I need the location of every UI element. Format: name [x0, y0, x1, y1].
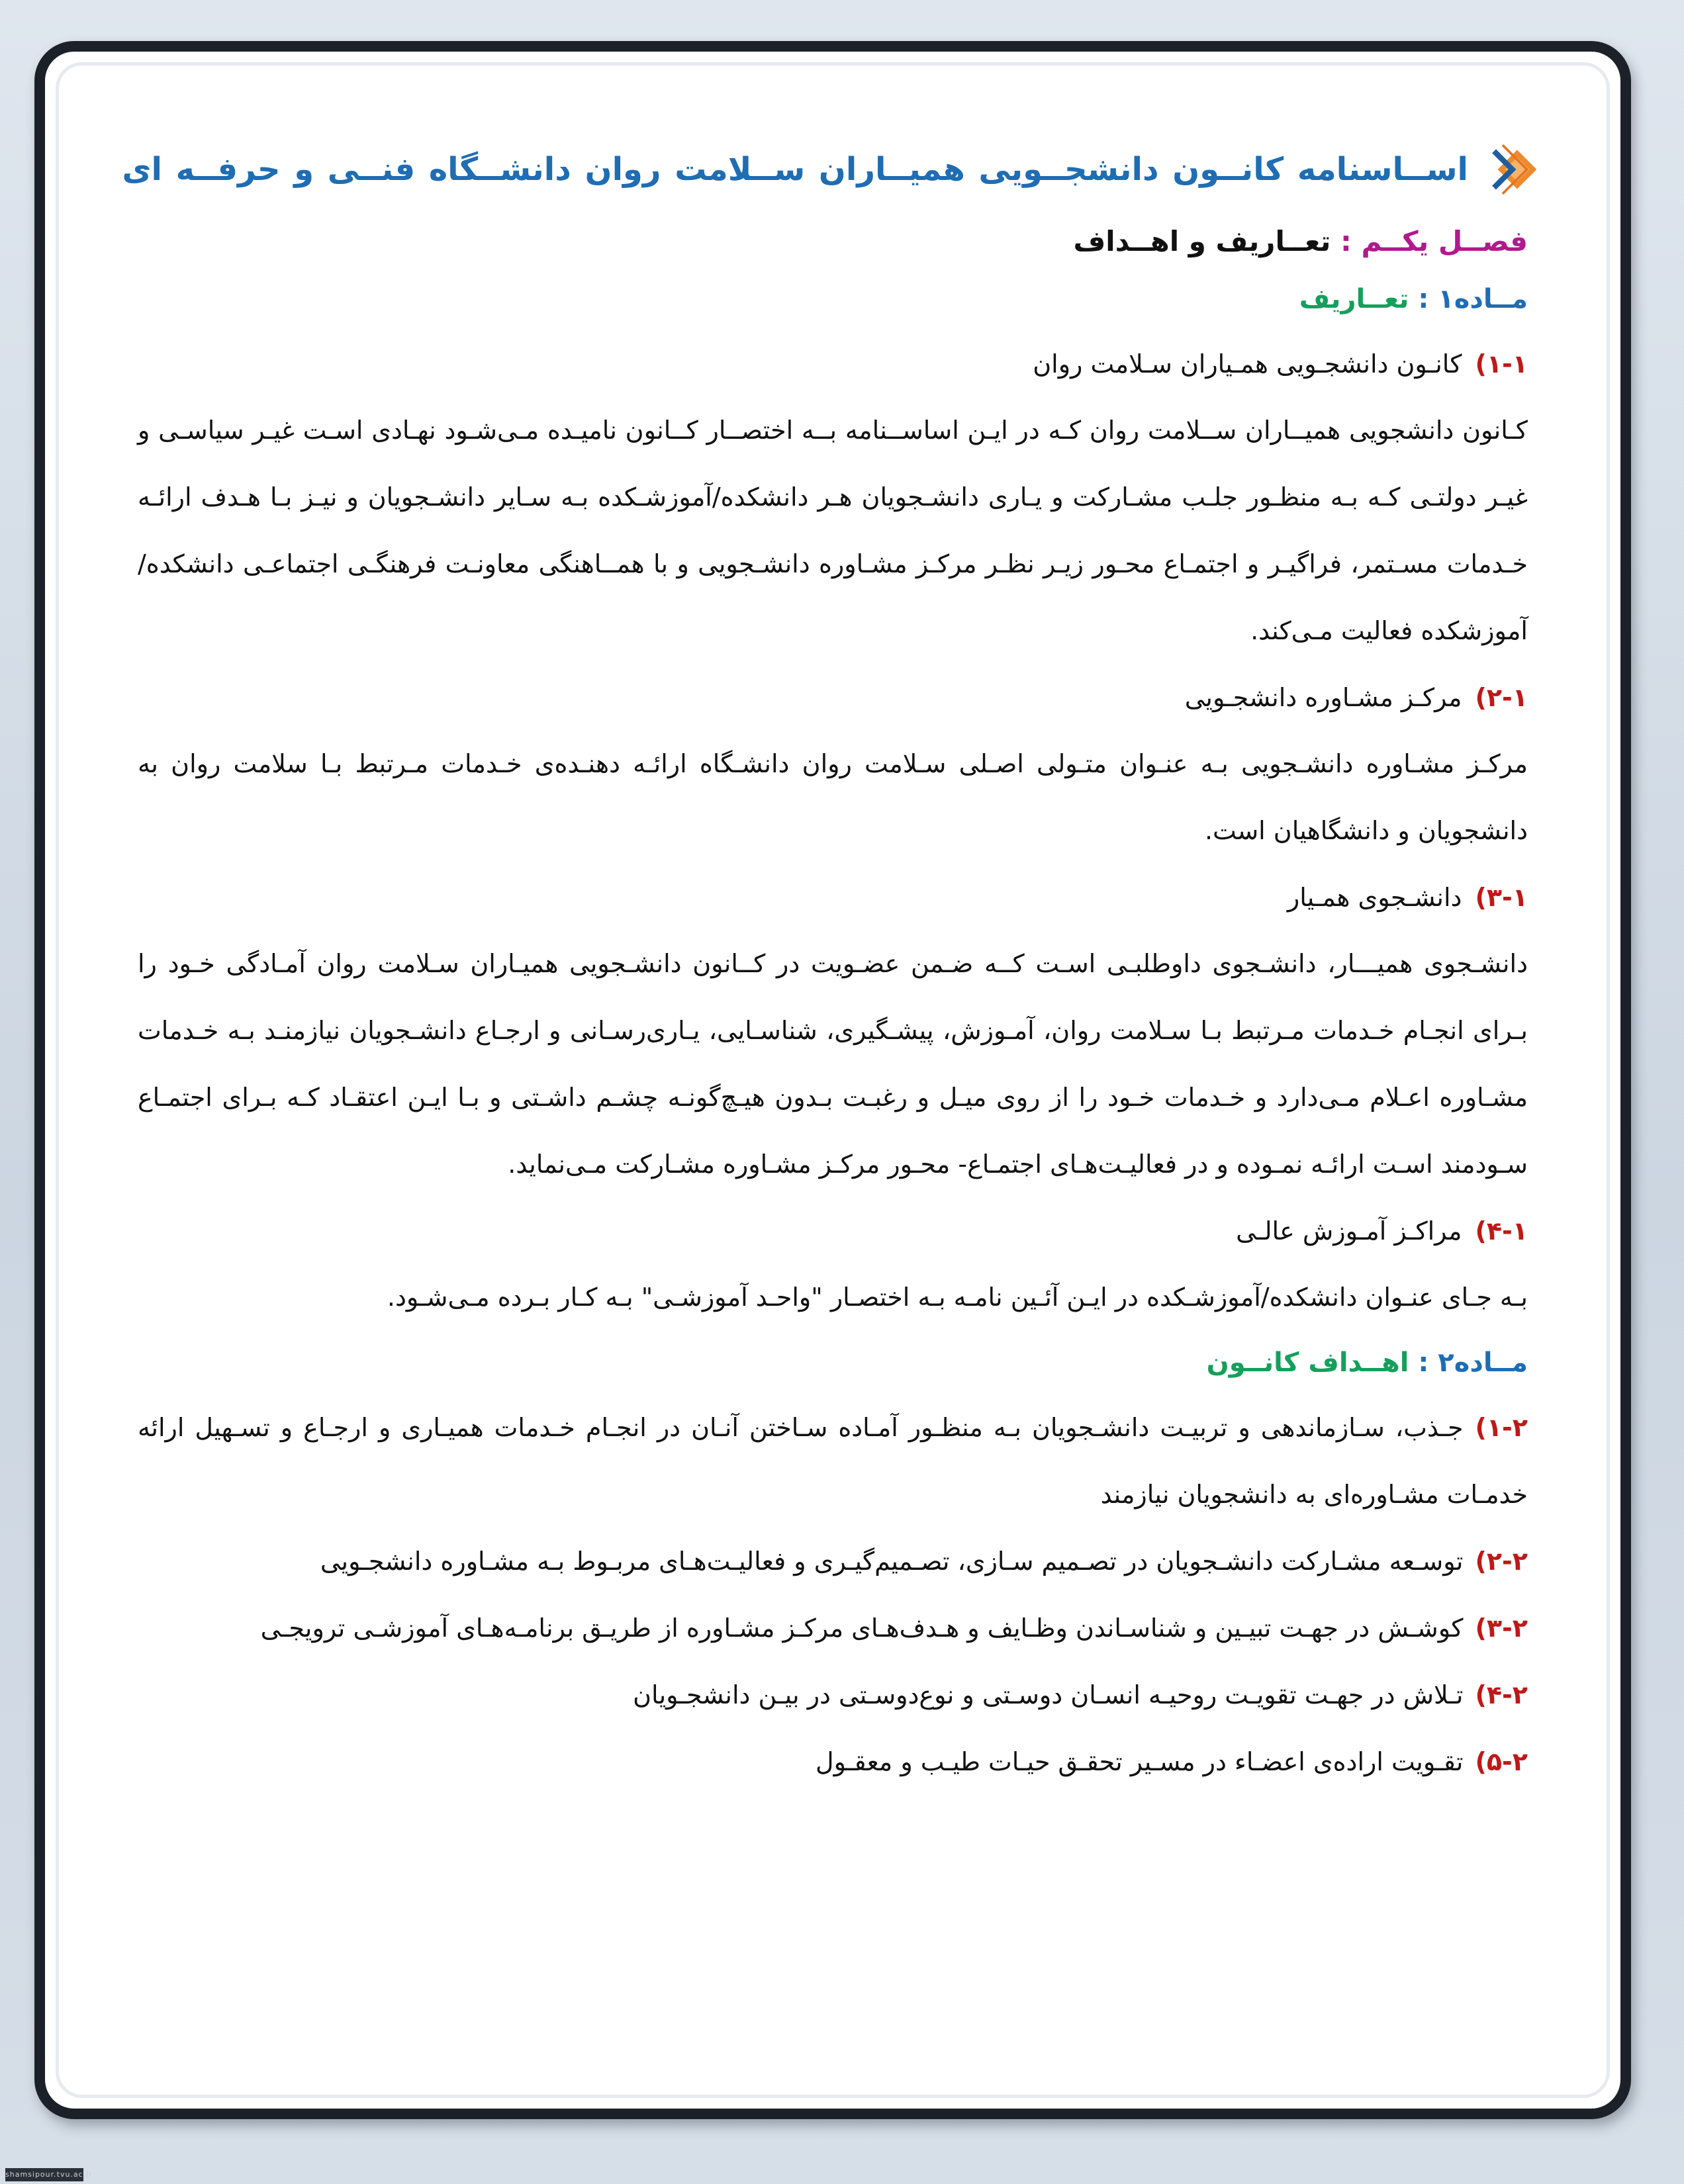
goal-number: ۵-۲) [1475, 1747, 1528, 1776]
chapter-label: فصــل یکــم : [1340, 225, 1528, 257]
goal-text: جـذب، سـازماندهی و تربیـت دانشـجویان بـه منظـور آمـاده سـاختن آنـان در انجـام خـدمات همیـاری و ارجـاع و تسـهیل ارائه خدمـات مشـاوره‌ای به دانشجویان نیازمند [138, 1413, 1528, 1509]
definition-title: مرکـز مشـاوره دانشجـویی [1184, 683, 1462, 712]
definition-heading [138, 664, 1528, 731]
definition-number: ۳-۱) [1475, 883, 1528, 912]
article-1-title: تعــاریف [1299, 284, 1419, 314]
chapter-title: تعــاریف و اهــداف [1073, 225, 1341, 257]
goal-item [138, 1595, 1528, 1662]
diamond-chevron-logo-icon [1487, 139, 1548, 200]
page-title: اســاسنامه کانــون دانشجــویی همیــاران ســلامت روان دانشــگاه فنــی و حرفــه ای [122, 151, 1468, 188]
definition-number: ۲-۱) [1475, 683, 1528, 712]
article-1-heading [138, 267, 1528, 331]
document-content [122, 130, 1528, 1796]
goal-number: ۲-۲) [1475, 1547, 1528, 1576]
goal-number: ۴-۲) [1475, 1680, 1528, 1709]
goal-number: ۱-۲) [1475, 1413, 1528, 1442]
footer-watermark-tag: shamsipour.tvu.ac.ir [5, 2168, 83, 2181]
definition-heading [138, 1198, 1528, 1264]
definition-title: کانـون دانشجـویی همـیاران سـلامت روان [1033, 349, 1462, 379]
definition-heading [138, 864, 1528, 931]
definition-text: دانشـجوی همیـــار، دانشـجوی داوطلبـی اسـت کــه ضـمن عضـویت در کــانون دانشـجویی همیـاران سـلامت روان آمـادگی خـود را بـرای انجـام خـدمات مـرتبط بـا سـلامت روان، آمـوزش، پیشـگیری، شناسـایی، یـاری‌رسـانی و ارجـاع دانشـجویان نیازمنـد بـه خـدمات مشـاوره اعـلام مـی‌دارد و خـدمات خـود را از روی میـل و رغبـت بـدون هیـچ‌گونـه چشـم داشـتی و بـا ایـن اعتقـاد کـه بـرای اجتمـاع سـودمند اسـت ارائـه نمـوده و در فعالیـت‌هـای اجتمـاع- محـور مرکـز مشـاوره مشـارکت مـی‌نماید. [138, 949, 1528, 1179]
definition-number: ۴-۱) [1475, 1216, 1528, 1246]
definition-heading [138, 331, 1528, 397]
definition-text: بـه جـای عنـوان دانشکده/آموزشـکده در ایـن آئـین نامـه بـه اختصـار "واحـد آموزشـی" بـه کـار بـرده مـی‌شـود. [387, 1283, 1528, 1312]
goal-item [138, 1394, 1528, 1528]
goal-text: تقـویت اراده‌ی اعضـاء در مسـیر تحقـق حیـات طیـب و معقـول [816, 1747, 1464, 1776]
definition-text: مرکـز مشـاوره دانشـجویی بـه عنـوان متـولی اصـلی سـلامت روان دانشـگاه ارائـه دهنـده‌ی خـدمات مـرتبط بـا سلامت روان به دانشجویان و دانشگاهیان است. [138, 749, 1528, 845]
goal-item [138, 1729, 1528, 1796]
article-2-title: اهــداف کانــون [1206, 1347, 1419, 1378]
article-1-label: مــاده۱ : [1418, 284, 1528, 314]
title-row [122, 130, 1548, 209]
article-2-label: مــاده۲ : [1418, 1347, 1528, 1378]
definition-number: ۱-۱) [1475, 349, 1528, 379]
goal-item [138, 1528, 1528, 1595]
definition-title: مراکـز آمـوزش عالـی [1236, 1216, 1462, 1246]
goal-text: کوشـش در جهـت تبیـین و شناسـاندن وظـایف و هـدف‌هـای مرکـز مشـاوره از طریـق برنامـه‌هـای آموزشـی ترویجـی [260, 1614, 1464, 1643]
goal-item [138, 1662, 1528, 1729]
page-frame [34, 41, 1631, 2119]
goal-number: ۳-۲) [1475, 1614, 1528, 1643]
goal-text: توسـعه مشـارکت دانشـجویان در تصـمیم سـازی، تصـمیم‌گیـری و فعالیـت‌هـای مربـوط بـه مشـاوره دانشجـویی [320, 1547, 1464, 1576]
article-2-heading [138, 1331, 1528, 1394]
definition-title: دانشـجوی همـیار [1287, 883, 1462, 912]
definition-text: کـانون دانشجویی همیــاران ســلامت روان کـه در ایـن اساســنامه بــه اختصــار کــانون نامیـده مـی‌شـود نهـادی اسـت غیـر سیاسـی و غیـر دولتـی کـه بـه منظـور جلـب مشـارکت و یـاری دانشـجویان هـر دانشکده/آموزشـکده بـه سـایر دانشـجویان و نیـز بـا هـدف ارائـه خـدمات مسـتمر، فراگیـر و اجتمـاع محـور زیـر نظـر مرکـز مشـاوره دانشـجویی و با همــاهنگی معاونـت فرهنگـی اجتماعـی دانشکده/آموزشکده فعالیت مـی‌کند. [138, 416, 1528, 645]
goal-text: تـلاش در جهـت تقویـت روحیـه انسـان دوسـتی و نوع‌دوسـتی در بیـن دانشجـویان [633, 1680, 1464, 1709]
chapter-heading [138, 216, 1528, 267]
